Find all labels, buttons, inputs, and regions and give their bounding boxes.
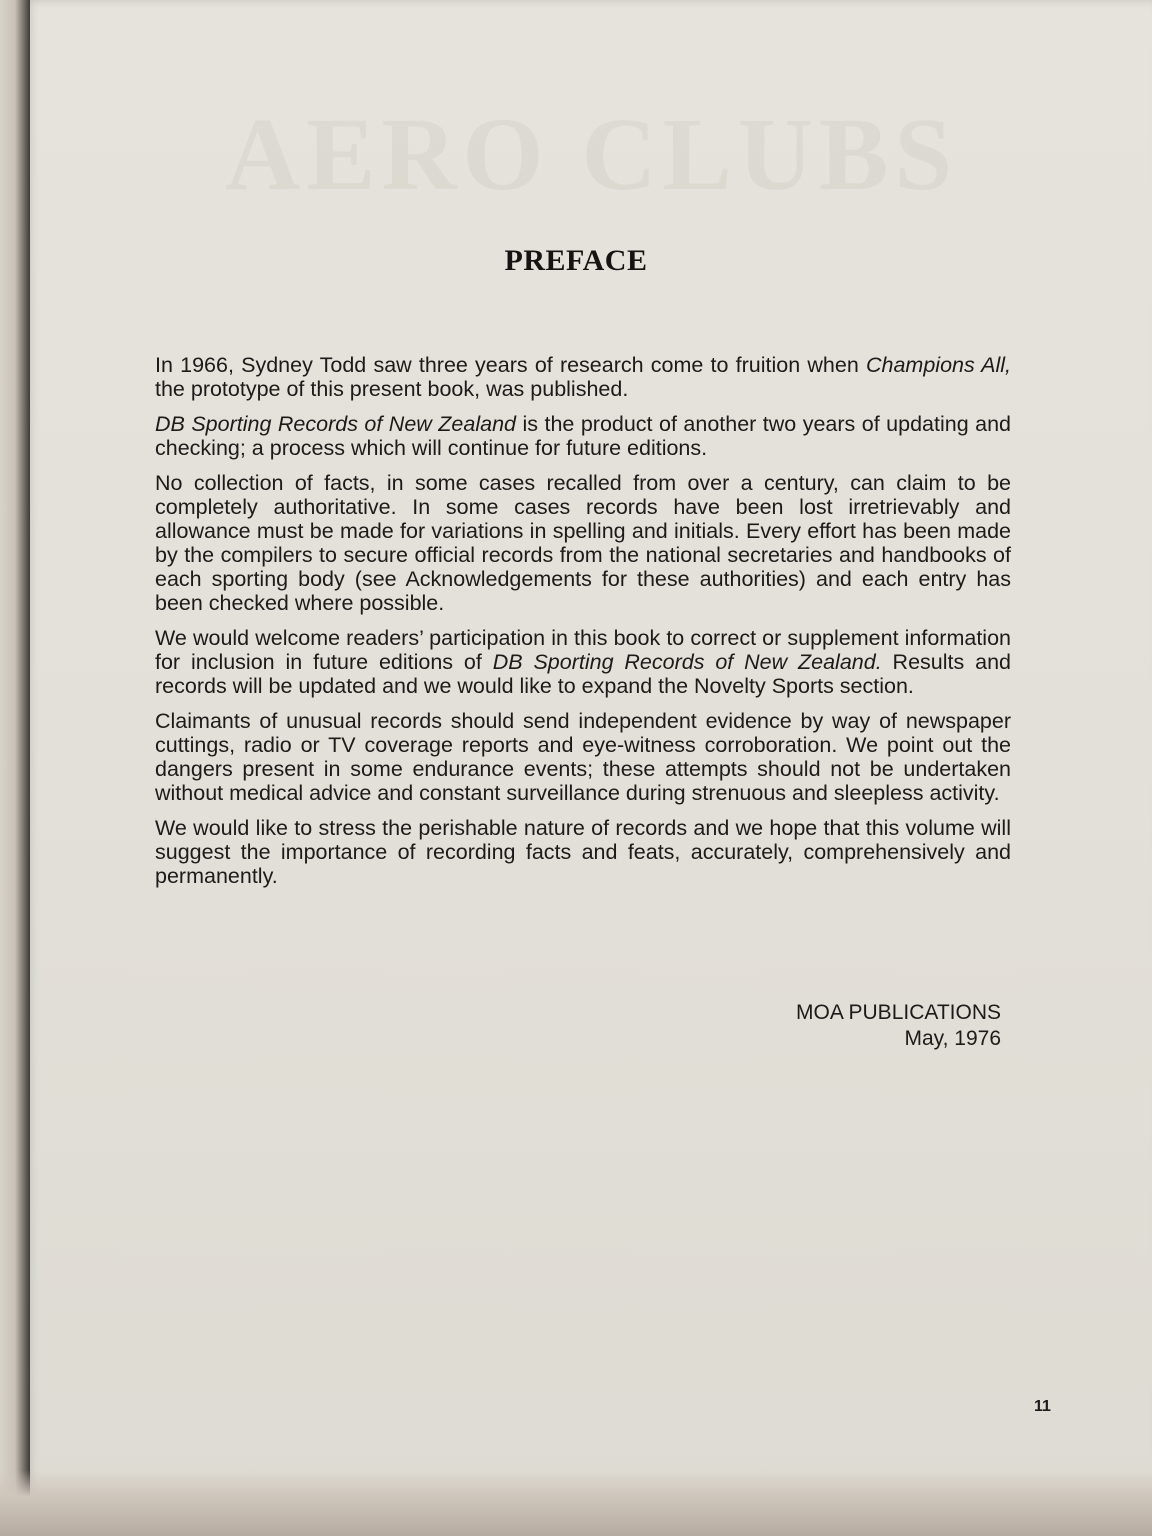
paragraph-5: Claimants of unusual records should send independent evidence by way of newspaper cuttings, radio or TV coverage reports and eye-witness corroboration. We point out the dangers present in some endurance events; these attempts should not be undertaken without medical advice and constant surveillance during strenuous and sleepless activity.: [155, 709, 1011, 805]
book-title-champions-all: Champions All,: [865, 353, 1011, 377]
page-spine: [0, 0, 30, 1536]
preface-body: [155, 353, 1011, 899]
signature-block: [796, 1000, 1001, 1052]
paragraph-1-text-end: the prototype of this present book, was published.: [155, 377, 629, 401]
page-number: 11: [1034, 1398, 1051, 1415]
paragraph-2: [155, 412, 1011, 460]
paragraph-2-text: is the product of another two years of updating and checking; a process which will continue for future editions.: [155, 412, 1011, 460]
paragraph-1-text: In 1966, Sydney Todd saw three years of research come to fruition when: [155, 353, 866, 377]
paragraph-4-text-end: Results and records will be updated and we would like to expand the Novelty Sports section.: [155, 650, 1011, 698]
book-title-db-sporting: DB Sporting Records of New Zealand: [155, 412, 516, 436]
paragraph-4-text: We would welcome readers’ participation in this book to correct or supplement information for inclusion in future editions of: [155, 626, 1011, 674]
bottom-edge-shadow: [0, 1470, 1152, 1536]
publisher-name: MOA PUBLICATIONS: [796, 1001, 1001, 1024]
signature-date: May, 1976: [904, 1027, 1001, 1050]
show-through-heading: AERO CLUBS: [225, 97, 959, 212]
book-title-db-sporting-2: DB Sporting Records of New Zealand.: [492, 650, 882, 674]
paragraph-4: [155, 626, 1011, 698]
paragraph-3: No collection of facts, in some cases recalled from over a century, can claim to be completely authoritative. In some cases records have been lost irretrievably and allowance must be made for variations in spelling and initials. Every effort has been made by the compilers to secure official records from the national secretaries and handbooks of each sporting body (see Acknowledgements for these authorities) and each entry has been checked where possible.: [155, 471, 1011, 615]
page-title: PREFACE: [504, 244, 648, 277]
paragraph-6: We would like to stress the perishable nature of records and we hope that this volume will suggest the importance of recording facts and feats, accurately, comprehensively and permanently.: [155, 816, 1011, 888]
paragraph-1: [155, 353, 1011, 401]
